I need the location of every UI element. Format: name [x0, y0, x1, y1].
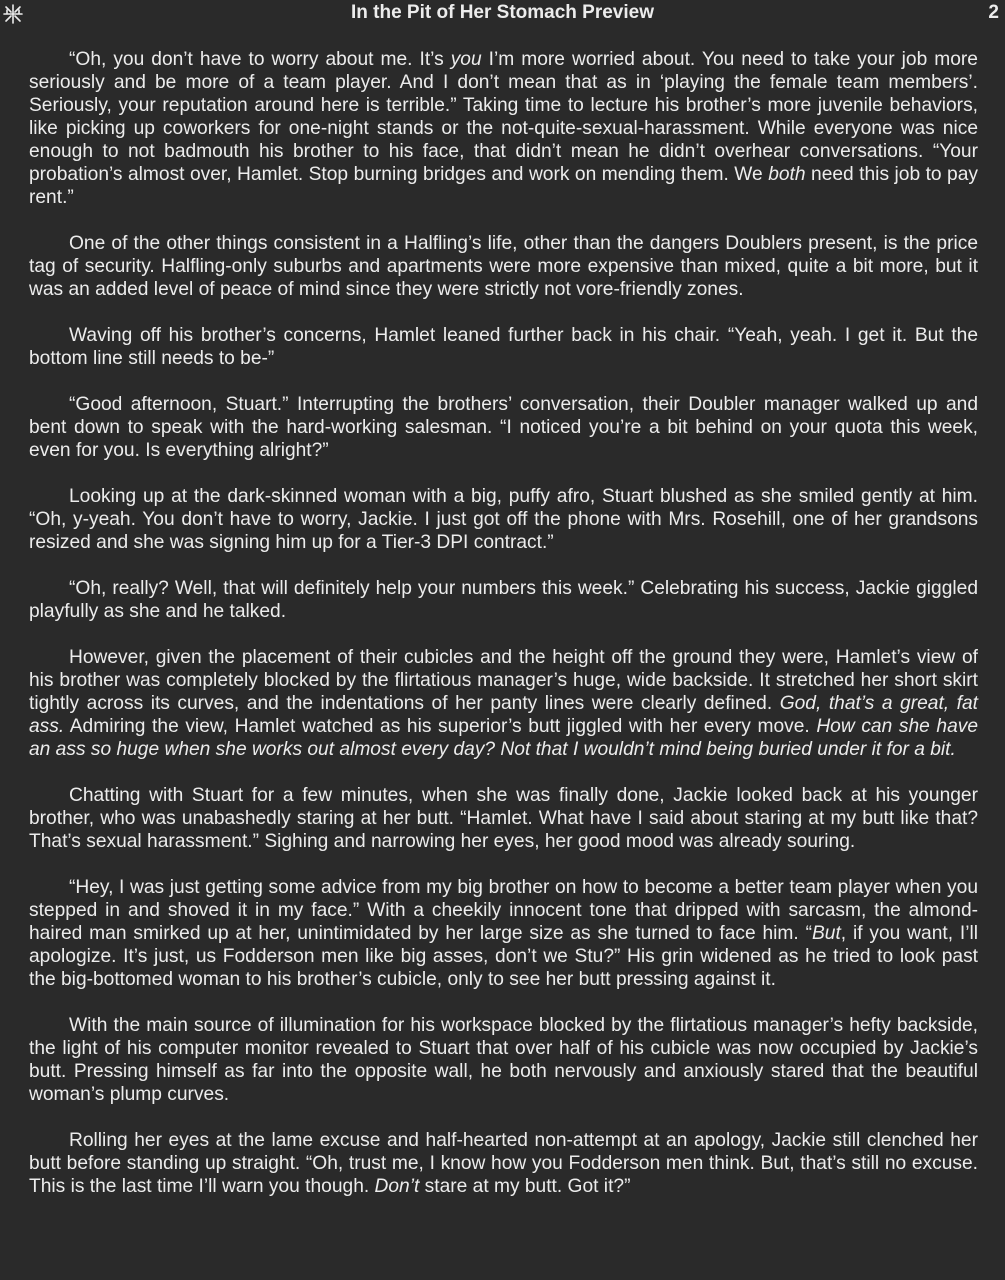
text-run: Rolling her eyes at the lame excuse and half-hearted non-attempt at an apology, Jackie still clenched her butt before standing up straight. “Oh, trust me, I know how you Fodderson men think. But, that’s still no excuse. This is the last time I’ll warn you though.	[29, 1130, 978, 1197]
text-run: With the main source of illumination for his workspace blocked by the flirtatious manager’s hefty backside, the light of his computer monitor revealed to Stuart that over half of his cubicle was now occupied by Jackie’s butt. Pressing himself as far into the opposite wall, he both nervously and anxiously stared that the beautiful woman’s plump curves.	[29, 1015, 978, 1105]
text-run: need this job to pay rent.”	[29, 164, 978, 208]
text-run: However, given the placement of their cubicles and the height off the ground they were, Hamlet’s view of his brother was completely blocked by the flirtatious manager’s huge, wide backside. It stretched her short skirt tightly across its curves, and the indentations of her panty lines were clearly defined.	[29, 647, 978, 714]
italic-text-run: How can she have an ass so huge when she works out almost every day? Not that I wouldn’t mind being buried under it for a bit.	[29, 716, 979, 760]
text-run: Chatting with Stuart for a few minutes, when she was finally done, Jackie looked back at his younger brother, who was unabashedly staring at her butt. “Hamlet. What have I said about staring at my butt like that? That’s sexual harassment.” Sighing and narrowing her eyes, her good mood was already souring.	[29, 785, 978, 852]
body-paragraph	[29, 48, 978, 209]
text-run: I’m more worried about. You need to take your job more seriously and be more of a team player. And I don’t mean that as in ‘playing the female team members’. Seriously, your reputation around here is terrible.” Taking time to lecture his brother’s more juvenile behaviors, like picking up coworkers for one-night stands or the not-quite-sexual-harassment. While everyone was nice enough to not badmouth his brother to his face, that didn’t mean he didn’t overhear conversations. “Your probation’s almost over, Hamlet. Stop burning bridges and work on mending them. We	[29, 49, 978, 185]
body-paragraph	[29, 876, 978, 991]
italic-text-run: Don’t	[374, 1176, 420, 1197]
body-paragraph	[29, 324, 978, 370]
page-header	[0, 0, 1005, 28]
text-run: “Oh, you don’t have to worry about me. It’s	[69, 49, 451, 70]
text-run: Waving off his brother’s concerns, Hamlet leaned further back in his chair. “Yeah, yeah. I get it. But the bottom line still needs to be-”	[29, 325, 978, 369]
body-paragraph	[29, 646, 978, 761]
text-run: , if you want, I’ll apologize. It’s just, us Fodderson men like big asses, don’t we Stu?” His grin widened as he tried to look past the big-bottomed woman to his brother’s cubicle, only to see her butt pressing against it.	[29, 923, 978, 990]
body-paragraph	[29, 232, 978, 301]
document-title: In the Pit of Her Stomach Preview	[350, 2, 655, 23]
page-number: 2	[988, 2, 999, 23]
text-run: Admiring the view, Hamlet watched as his superior’s butt jiggled with her every move.	[64, 716, 817, 737]
text-run: “Good afternoon, Stuart.” Interrupting the brothers’ conversation, their Doubler manager walked up and bent down to speak with the hard-working salesman. “I noticed you’re a bit behind on your quota this week, even for you. Is everything alright?”	[29, 394, 978, 461]
italic-text-run: But	[811, 923, 841, 944]
body-paragraph	[29, 784, 978, 853]
italic-text-run: you	[450, 49, 482, 70]
text-run: Looking up at the dark-skinned woman with a big, puffy afro, Stuart blushed as she smiled gently at him. “Oh, y-yeah. You don’t have to worry, Jackie. I just got off the phone with Mrs. Rosehill, one of her grandsons resized and she was signing him up for a Tier-3 DPI contract.”	[29, 486, 978, 553]
italic-text-run: both	[768, 164, 806, 185]
body-paragraph	[29, 485, 978, 554]
body-paragraph	[29, 577, 978, 623]
text-run: stare at my butt. Got it?”	[419, 1176, 631, 1197]
document-body	[29, 48, 978, 1221]
text-run: “Hey, I was just getting some advice from my big brother on how to become a better team player when you stepped in and shoved it in my face.” With a cheekily innocent tone that dripped with sarcasm, the almond-haired man smirked up at her, unintimidated by her large size as she turned to face him. “	[29, 877, 978, 944]
body-paragraph	[29, 1014, 978, 1106]
text-run: “Oh, really? Well, that will definitely help your numbers this week.” Celebrating his success, Jackie giggled playfully as she and he talked.	[29, 578, 978, 622]
body-paragraph	[29, 1129, 978, 1198]
body-paragraph	[29, 393, 978, 462]
italic-text-run: God, that’s a great, fat ass.	[29, 693, 978, 737]
text-run: One of the other things consistent in a Halfling’s life, other than the dangers Doublers present, is the price tag of security. Halfling-only suburbs and apartments were more expensive than mixed, quite a bit more, but it was an added level of peace of mind since they were strictly not vore-friendly zones.	[29, 233, 978, 300]
